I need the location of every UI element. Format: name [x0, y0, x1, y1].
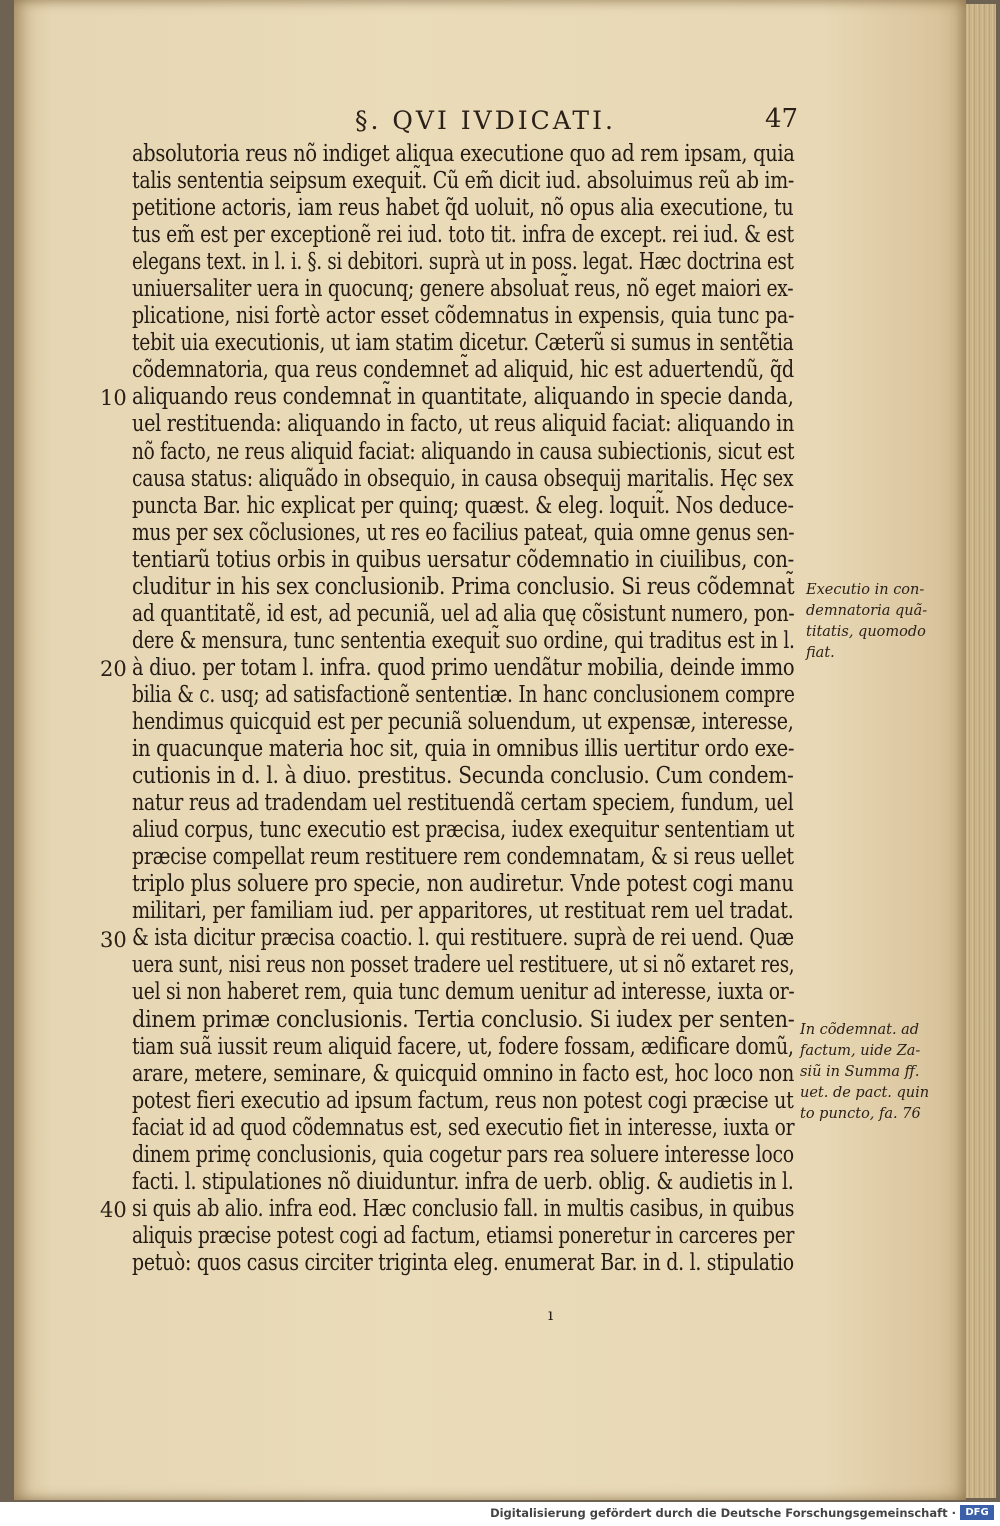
running-head: §. QVI IVDICATI. — [355, 106, 616, 135]
text-line: aliquis præcise potest cogi ad factum, etiamsi poneretur in carceres per — [132, 1220, 795, 1249]
text-line: & ista dicitur præcisa coactio. l. qui restituere. suprà de rei uend. Quæ — [132, 923, 794, 952]
text-line: talis sententia seipsum exequit̃. Cũ em̃ dicit iud. absoluimus reũ ab im- — [132, 166, 795, 195]
margin-note-line: In cõdemnat. ad — [800, 1022, 920, 1038]
line-number-10: 10 — [100, 386, 127, 410]
text-line: faciat id ad quod cõdemnatus est, sed executio fiet in interesse, iuxta or — [132, 1112, 795, 1141]
text-line: triplo plus soluere pro specie, non audiretur. Vnde potest cogi manu — [132, 869, 794, 898]
margin-note-condemnat — [800, 1020, 929, 1125]
signature-mark: ı — [548, 1305, 554, 1324]
text-line: mus per sex cõclusiones, ut res eo facilius pateat, quia omne genus sen- — [132, 517, 795, 546]
text-line: si quis ab alio. infra eod. Hæc conclusio fall. in multis casibus, in quibus — [132, 1193, 795, 1222]
text-line: elegans text. in l. i. §. si debitori. suprà ut in poss. legat. Hæc doctrina est — [132, 247, 794, 276]
text-line: tebit uia executionis, ut iam statim dicetur. Cæterũ si sumus in sentẽtia — [132, 328, 794, 357]
text-line: in quacunque materia hoc sit, quia in omnibus illis uertitur ordo exe- — [132, 734, 795, 763]
margin-note-line: siũ in Summa ff. — [800, 1064, 920, 1080]
text-line: petuò: quos casus circiter triginta eleg. enumerat Bar. in d. l. stipulatio — [132, 1247, 794, 1276]
margin-note-line: titatis, quomodo — [806, 624, 926, 640]
margin-note-line: demnatoria quã- — [806, 603, 928, 619]
text-line: cluditur in his sex conclusionib. Prima conclusio. Si reus cõdemnat̃ — [132, 571, 795, 600]
text-line: tus em̃ est per exceptionẽ rei iud. toto tit. infra de except. rei iud. & est — [132, 220, 794, 249]
text-line: aliquando reus condemnat̃ in quantitate, aliquando in specie danda, — [132, 382, 794, 411]
text-line: uel restituenda: aliquando in facto, ut reus aliquid faciat: aliquando in — [132, 409, 795, 438]
page-header — [255, 104, 815, 138]
text-line: hendimus quicquid est per pecuniã soluendum, ut expensæ, interesse, — [132, 706, 794, 735]
text-line: causa status: aliquãdo in obsequio, in causa obsequij maritalis. Hęc sex — [132, 463, 794, 492]
text-line: tentiarũ totius orbis in quibus uersatur cõdemnatio in ciuilibus, con- — [132, 544, 794, 573]
text-line: à diuo. per totam l. infra. quod primo uendãtur mobilia, deinde immo — [132, 652, 795, 681]
text-line: natur reus ad tradendam uel restituendã certam speciem, fundum, uel — [132, 788, 794, 817]
margin-note-line: factum, uide Za- — [800, 1043, 921, 1059]
text-line: absolutoria reus nõ indiget aliqua executione quo ad rem ipsam, quia — [132, 139, 795, 167]
line-number-20: 20 — [100, 657, 127, 681]
text-line: præcise compellat reum restituere rem condemnatam, & si reus uellet — [132, 842, 794, 871]
main-text-block — [132, 140, 794, 1276]
text-line: arare, metere, seminare, & quicquid omnino in facto est, hoc loco non — [132, 1058, 795, 1087]
margin-note-line: fiat. — [806, 645, 835, 661]
text-line: tiam suã iussit reum aliquid facere, ut, fodere fossam, ædificare domũ, — [132, 1031, 794, 1060]
text-line: uera sunt, nisi reus non posset tradere uel restituere, ut si nõ extaret res, — [132, 950, 795, 979]
margin-note-line: Executio in con- — [806, 582, 925, 598]
margin-note-executio — [806, 580, 927, 664]
dfg-logo: DFG — [960, 1505, 994, 1520]
text-line: cutionis in d. l. à diuo. prestitus. Secunda conclusio. Cum condem- — [132, 761, 794, 790]
margin-note-line: to puncto, fa. 76 — [800, 1106, 921, 1122]
text-line: aliud corpus, tunc executio est præcisa, iudex exequitur sententiam ut — [132, 815, 795, 844]
line-number-30: 30 — [100, 928, 127, 952]
text-line: petitione actoris, iam reus habet q̃d uoluit, nõ opus alia executione, tu — [132, 193, 794, 222]
margin-note-line: uet. de pact. quin — [800, 1085, 930, 1101]
text-line: dinem primę conclusionis, quia cogetur pars rea soluere interesse loco — [132, 1139, 794, 1168]
footer-bar — [0, 1502, 1000, 1526]
text-line: dere & mensura, tunc sententia exequit̃ suo ordine, qui traditus est in l. — [132, 625, 795, 654]
text-line: uniuersaliter uera in quocunq; genere absoluat̃ reus, nõ eget maiori ex- — [132, 274, 794, 303]
line-number-40: 40 — [100, 1198, 127, 1222]
folio-number: 47 — [765, 104, 799, 134]
text-line: puncta Bar. hic explicat per quinq; quæst. & eleg. loquit̃. Nos deduce- — [132, 490, 794, 519]
text-line: militari, per familiam iud. per apparitores, ut restituat rem uel tradat. — [132, 896, 794, 925]
text-line: nõ facto, ne reus aliquid faciat: aliquando in causa subiectionis, sicut est — [132, 436, 795, 465]
text-line: potest fieri executio ad ipsum factum, reus non potest cogi præcise ut — [132, 1085, 794, 1114]
text-line: ad quantitatẽ, id est, ad pecuniã, uel ad alia quę cõsistunt numero, pon- — [132, 598, 795, 627]
text-line: facti. l. stipulationes nõ diuiduntur. infra de uerb. oblig. & audietis in l. — [132, 1166, 794, 1195]
digitization-credit: Digitalisierung gefördert durch die Deutsche Forschungsgemeinschaft · — [490, 1506, 956, 1520]
text-line: bilia & c. usq; ad satisfactionẽ sententiæ. In hanc conclusionem compre — [132, 679, 795, 708]
page-edges — [966, 4, 996, 1498]
text-line: cõdemnatoria, qua reus condemnet̃ ad aliquid, hic est aduertendũ, q̃d — [132, 355, 794, 384]
text-line: plicatione, nisi fortè actor esset cõdemnatus in expensis, quia tunc pa- — [132, 301, 795, 330]
text-line: dinem primæ conclusionis. Tertia conclusio. Si iudex per senten- — [132, 1004, 795, 1033]
text-line: uel si non haberet rem, quia tunc demum uenitur ad interesse, iuxta or- — [132, 977, 795, 1006]
